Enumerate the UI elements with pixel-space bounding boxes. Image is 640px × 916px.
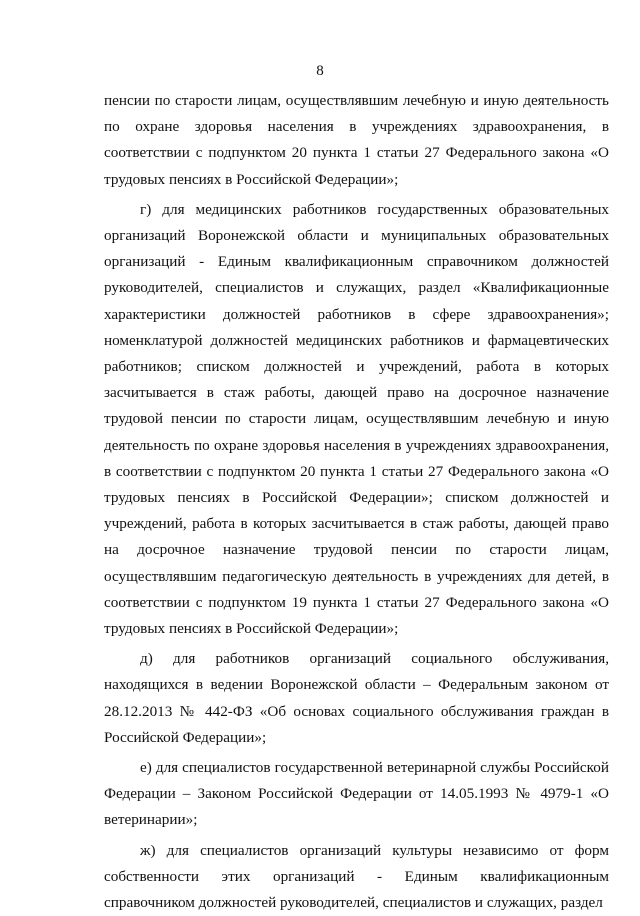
paragraph-item-zh: ж) для специалистов организаций культуры независимо от форм собственности этих организаций - Единым квалификационным справочником должностей руководителей, специалистов и служащих, раздел bbox=[104, 841, 609, 912]
paragraph-item-e: е) для специалистов государственной ветеринарной службы Российской Федерации – Законом Российской Федерации от 14.05.1993 № 4979-1 «О ветеринарии»; bbox=[104, 759, 609, 829]
paragraph-item-d: д) для работников организаций социального обслуживания, находящихся в ведении Воронежской области – Федеральным законом от 28.12.2013 № 442-ФЗ «Об основах социального обслуживания граждан в Российской Федерации»; bbox=[104, 650, 609, 746]
page-number: 8 bbox=[316, 63, 324, 79]
paragraph-continuation: пенсии по старости лицам, осуществлявшим лечебную и иную деятельность по охране здоровья населения в учреждениях здравоохранения, в соответствии с подпунктом 20 пункта 1 статьи 27 Федерального закона «О трудовых пенсиях в Российской Федерации»; bbox=[104, 92, 609, 188]
paragraph-item-g: г) для медицинских работников государственных образовательных организаций Воронежской области и муниципальных образовательных организаций - Единым квалификационным справочником должностей руководителей, специалистов и служащих, раздел «Квалификационные характеристики должностей работников в сфере здравоохранения»; номенклатурой должностей медицинских работников и фармацевтических работников; списком должностей и учреждений, работа в которых засчитывается в стаж работы, дающей право на досрочное назначение трудовой пенсии по старости лицам, осуществлявшим лечебную и иную деятельность по охране здоровья населения в учреждениях здравоохранения, в соответствии с подпунктом 20 пункта 1 статьи 27 Федерального закона «О трудовых пенсиях в Российской Федерации»; списком должностей и учреждений, работа в которых засчитывается в стаж работы, дающей право на досрочное назначение трудовой пенсии по старости лицам, осуществлявшим педагогическую деятельность в учреждениях для детей, в соответствии с подпунктом 19 пункта 1 статьи 27 Федерального закона «О трудовых пенсиях в Российской Федерации»; bbox=[104, 200, 609, 638]
document-body bbox=[104, 88, 609, 916]
